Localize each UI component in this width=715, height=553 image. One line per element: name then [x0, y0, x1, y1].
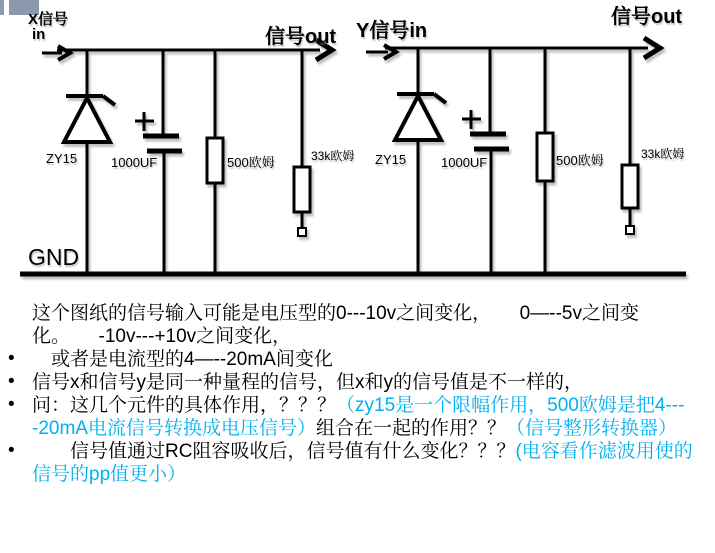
bullet-marker: •: [8, 348, 15, 369]
bullet-marker: •: [8, 394, 15, 415]
right-circuit: [366, 38, 660, 274]
open-terminal-icon: [626, 226, 634, 234]
bullet-marker: •: [8, 440, 15, 461]
note-item: [0, 302, 706, 348]
note-segment: 或者是电流型的4—--20mA间变化: [32, 349, 333, 370]
left-resistor500-label: 500欧姆: [227, 155, 275, 170]
open-terminal-icon: [298, 228, 306, 236]
left-input-label: X信号: [28, 11, 69, 28]
notes-list: [0, 302, 706, 486]
note-segment: 信号x和信号y是同一种量程的信号，但x和y的信号值是不一样的，: [32, 372, 584, 393]
resistor-33k-symbol: [622, 48, 638, 234]
note-item: [0, 394, 706, 440]
left-capacitor-label: 1000UF: [111, 155, 158, 170]
note-segment: 组合在一起的作用？？: [315, 418, 506, 439]
right-output-label: 信号out: [611, 6, 683, 28]
left-input-sub-label: in: [32, 26, 46, 43]
left-circuit: [42, 40, 332, 274]
resistor-33k-symbol: [294, 50, 310, 236]
ground-label: GND: [28, 244, 80, 270]
note-segment-highlight: (电容看作滤波用使的信号的pp值更小）: [32, 441, 693, 485]
note-segment: 信号值通过RC阻容吸收后，信号值有什么变化？？？: [32, 441, 516, 462]
note-item: [0, 348, 706, 371]
right-diode-label: ZY15: [375, 152, 407, 167]
resistor-500-symbol: [537, 48, 553, 274]
bullet-marker: •: [8, 371, 15, 392]
right-resistor500-label: 500欧姆: [556, 153, 604, 168]
note-segment: 问：这几个元件的具体作用，？？？: [32, 395, 337, 416]
left-output-label: 信号out: [265, 26, 337, 48]
right-input-label: Y信号in: [356, 20, 428, 42]
note-segment: 这个图纸的信号输入可能是电压型的0---10v之间变化， 0—--5v之间变化。 -10v---+10v之间变化，: [32, 303, 639, 347]
note-item: [0, 440, 706, 486]
right-resistor33k-label: 33k欧姆: [641, 147, 685, 161]
note-segment-highlight: （信号整形转换器）: [505, 418, 677, 439]
right-capacitor-label: 1000UF: [441, 155, 488, 170]
resistor-500-symbol: [207, 50, 223, 274]
left-diode-label: ZY15: [46, 151, 78, 166]
note-segment-highlight: （zy15是一个限幅作用，500欧姆是把4----20mA电流信号转换成电压信号）: [32, 395, 685, 439]
note-item: [0, 371, 706, 394]
left-resistor33k-label: 33k欧姆: [311, 149, 355, 163]
